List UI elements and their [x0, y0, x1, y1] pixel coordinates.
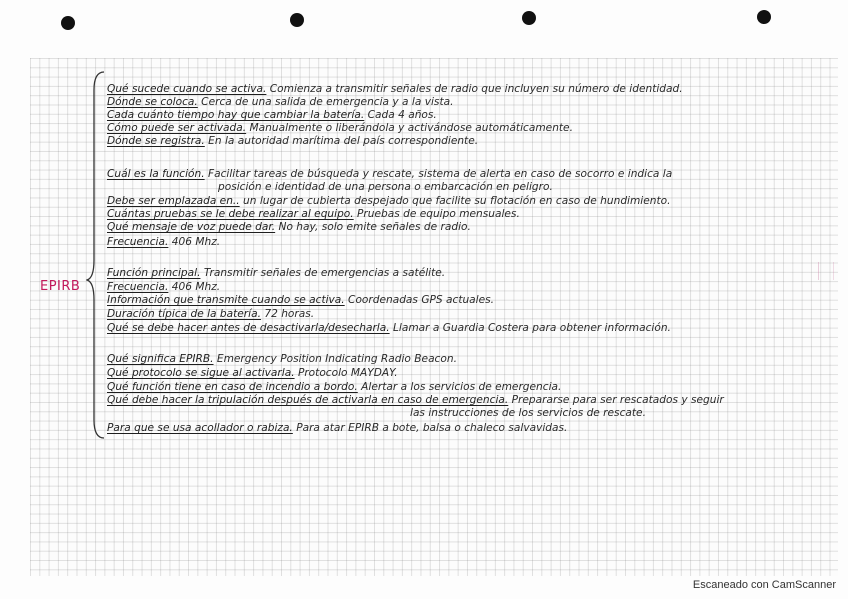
answer-text: 406 Mhz. — [171, 281, 221, 293]
scanner-watermark: Escaneado con CamScanner — [692, 579, 836, 591]
curly-brace — [86, 70, 106, 440]
answer-text: Comienza a transmitir señales de radio que incluyen su número de identidad. — [269, 83, 683, 95]
punch-hole-1 — [61, 16, 75, 30]
punch-hole-4 — [757, 10, 771, 24]
question-text: Información que transmite cuando se activa. — [107, 294, 345, 306]
note-line — [107, 208, 520, 220]
question-text: Dónde se registra. — [107, 135, 205, 147]
pen-smudge — [818, 262, 834, 280]
question-text: Dónde se coloca. — [107, 96, 198, 108]
note-line — [107, 367, 398, 379]
answer-text: Llamar a Guardia Costera para obtener información. — [392, 322, 671, 334]
punch-hole-2 — [290, 13, 304, 27]
note-line — [107, 96, 453, 108]
question-text: Duración típica de la batería. — [107, 308, 261, 320]
question-text: Cada cuánto tiempo hay que cambiar la batería. — [107, 109, 365, 121]
answer-text: No hay, solo emite señales de radio. — [278, 221, 471, 233]
answer-text: Coordenadas GPS actuales. — [348, 294, 495, 306]
answer-text: Pruebas de equipo mensuales. — [357, 208, 520, 220]
note-line — [107, 267, 445, 279]
note-line — [218, 181, 553, 193]
answer-text: Prepararse para ser rescatados y seguir — [511, 394, 724, 406]
answer-text: un lugar de cubierta despejado que facilite su flotación en caso de hundimiento. — [243, 195, 671, 207]
answer-text: Manualmente o liberándola y activándose automáticamente. — [249, 122, 573, 134]
question-text: Para que se usa acollador o rabiza. — [107, 422, 293, 434]
answer-text: Cerca de una salida de emergencia y a la vista. — [201, 96, 454, 108]
question-text: Cómo puede ser activada. — [107, 122, 247, 134]
note-line — [107, 221, 471, 233]
question-text: Cuál es la función. — [107, 168, 205, 180]
question-text: Qué se debe hacer antes de desactivarla/desecharla. — [107, 322, 390, 334]
note-line — [107, 135, 478, 147]
answer-text: Emergency Position Indicating Radio Beacon. — [216, 353, 457, 365]
answer-text: 72 horas. — [264, 308, 315, 320]
question-text: Frecuencia. — [107, 281, 169, 293]
answer-text: En la autoridad marítima del país correspondiente. — [208, 135, 479, 147]
question-text: Frecuencia. — [107, 236, 169, 248]
note-line — [107, 236, 220, 248]
answer-text: posición e identidad de una persona o embarcación en peligro. — [218, 181, 553, 193]
answer-text: Alertar a los servicios de emergencia. — [361, 381, 562, 393]
answer-text: las instrucciones de los servicios de rescate. — [410, 407, 646, 419]
epirb-label: EPIRB — [40, 279, 81, 294]
note-line — [410, 407, 646, 419]
note-line — [107, 122, 573, 134]
question-text: Qué sucede cuando se activa. — [107, 83, 267, 95]
note-line — [107, 195, 670, 207]
question-text: Debe ser emplazada en.. — [107, 195, 240, 207]
note-line — [107, 168, 672, 180]
note-line — [107, 294, 494, 306]
question-text: Qué función tiene en caso de incendio a bordo. — [107, 381, 358, 393]
note-line — [107, 381, 561, 393]
note-line — [107, 109, 437, 121]
answer-text: 406 Mhz. — [171, 236, 221, 248]
answer-text: Para atar EPIRB a bote, balsa o chaleco salvavidas. — [296, 422, 568, 434]
answer-text: Facilitar tareas de búsqueda y rescate, sistema de alerta en caso de socorro e indica la — [208, 168, 673, 180]
question-text: Qué protocolo se sigue al activarla. — [107, 367, 295, 379]
answer-text: Transmitir señales de emergencias a satélite. — [203, 267, 446, 279]
question-text: Qué mensaje de voz puede dar. — [107, 221, 276, 233]
question-text: Función principal. — [107, 267, 201, 279]
note-line — [107, 322, 671, 334]
punch-hole-3 — [522, 11, 536, 25]
answer-text: Protocolo MAYDAY. — [297, 367, 398, 379]
question-text: Cuántas pruebas se le debe realizar al equipo. — [107, 208, 354, 220]
answer-text: Cada 4 años. — [367, 109, 437, 121]
note-line — [107, 394, 724, 406]
note-line — [107, 422, 567, 434]
note-line — [107, 308, 314, 320]
note-line — [107, 83, 683, 95]
question-text: Qué debe hacer la tripulación después de activarla en caso de emergencia. — [107, 394, 509, 406]
note-line — [107, 353, 457, 365]
note-line — [107, 281, 220, 293]
question-text: Qué significa EPIRB. — [107, 353, 214, 365]
